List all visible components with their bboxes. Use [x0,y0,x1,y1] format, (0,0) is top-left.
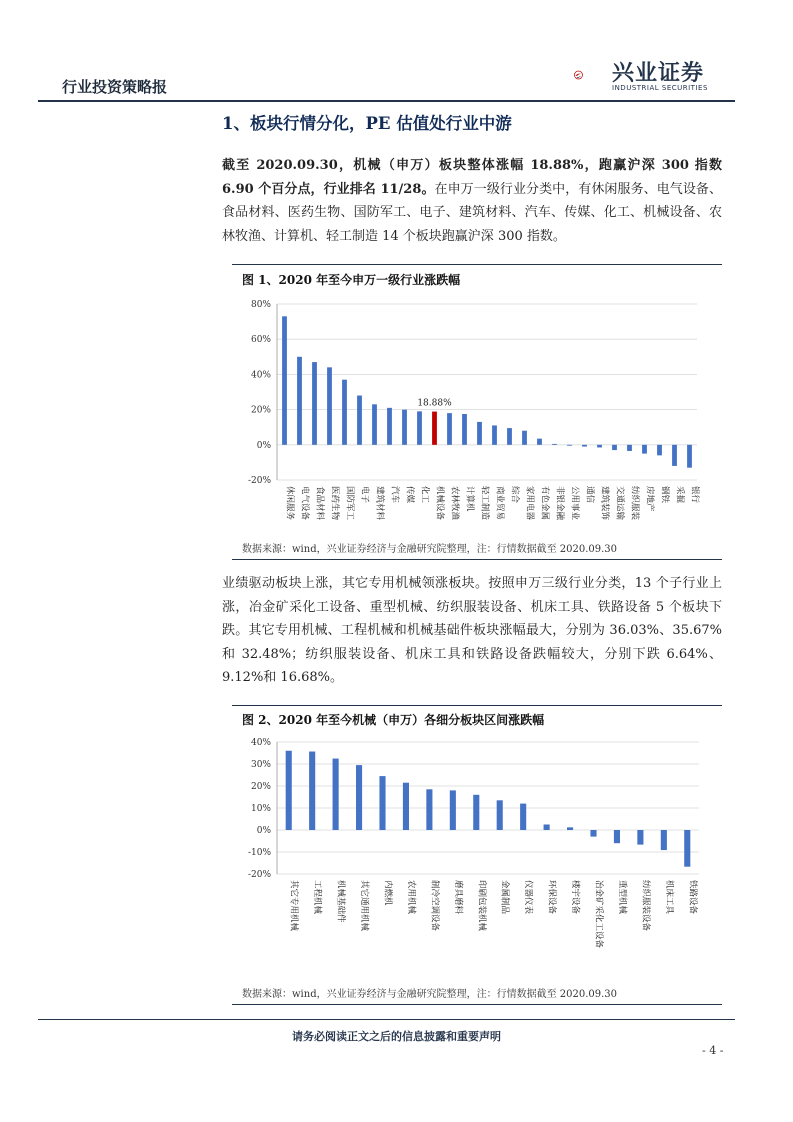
bar [333,759,339,830]
x-tick-label: 房地产 [644,486,655,512]
bar [567,827,573,830]
figure-2-chart [235,730,715,982]
bar [356,765,362,830]
data-label: 18.88% [417,398,452,409]
bar [642,445,647,454]
bar [612,445,617,450]
bar [522,431,527,445]
bar [507,428,512,445]
bar [672,445,677,466]
x-tick-label: 非银金融 [554,486,565,521]
x-tick-label: 纺织服装 [629,486,640,521]
x-tick-label: 商业贸易 [494,486,505,521]
y-tick-label: -20% [247,870,271,880]
x-tick-label: 公用事业 [569,486,580,521]
bar [286,751,292,830]
paragraph-summary [222,154,722,248]
y-tick-label: 20% [250,405,271,416]
figure-2-source: 数据来源：wind，兴业证券经济与金融研究院整理，注：行情数据截至 2020.09.30 [242,989,618,1000]
footer-disclaimer: 请务必阅读正文之后的信息披露和重要声明 [292,1030,501,1043]
bar [477,422,482,445]
bar [387,408,392,445]
brand-logo-icon [574,56,614,94]
figure-1-chart [235,290,715,540]
bar [297,357,302,445]
section-title: 1、板块行情分化，PE 估值处行业中游 [222,114,512,133]
y-tick-label: -20% [247,476,271,486]
paragraph-summary-body: 在申万一级行业分类中，有休闲服务、电气设备、食品材料、医药生物、国防军工、电子、建筑材料、汽车、传媒、化工、机械设备、农林牧渔、计算机、轻工制造 14 个板块跑赢沪深 300 指数。 [222,181,722,244]
brand-name-en: INDUSTRIAL SECURITIES [612,84,708,92]
bar [537,439,542,445]
bar [447,413,452,445]
brand-name-cn: 兴业证券 [612,61,705,86]
bar [687,445,692,468]
bar [327,367,332,444]
bar [342,380,347,445]
x-tick-label: 楼宇设备 [570,880,581,915]
paragraph-subsectors: 业绩驱动板块上涨，其它专用机械领涨板块。按照申万三级行业分类，13 个子行业上涨，冶金矿采化工设备、重型机械、纺织服装设备、机床工具、铁路设备 5 个板块下跌。其它专用机械、工程机械和机械基础件板块涨幅最大，分别为 36.03%、35.67%和 32.48%；纺织服装设备、机床工具和铁路设备跌幅较大，分别下跌 6.64%、9.12%和 16.68%。 [222,576,722,685]
x-tick-label: 工程机械 [312,880,323,915]
paragraph-summary-highlight: 截至 2020.09.30，机械（申万）板块整体涨幅 18.88%，跑赢沪深 300 指数 6.90 个百分点，行业排名 11/28。 [222,158,722,197]
x-tick-label: 铁路设备 [687,880,698,915]
y-tick-label: 30% [250,760,271,770]
x-tick-label: 金属制品 [499,880,510,915]
bar [309,752,315,830]
y-tick-label: 80% [250,300,271,310]
x-tick-label: 计算机 [464,486,475,512]
bar [497,800,503,830]
bar [544,825,550,831]
bar [402,410,407,445]
y-tick-label: 0% [256,826,271,836]
x-tick-label: 钢铁 [659,486,670,504]
x-tick-label: 农林牧渔 [449,486,460,521]
x-tick-label: 制冷空调设备 [429,880,440,932]
x-tick-label: 休闲服务 [284,486,295,521]
header-divider [38,100,735,102]
bar [657,445,662,456]
x-tick-label: 其它专用机械 [288,880,299,932]
y-tick-label: 40% [250,370,271,381]
bar [552,444,557,445]
x-tick-label: 化工 [419,486,430,504]
footer-divider [38,1019,735,1020]
x-tick-label: 交通运输 [614,486,625,521]
x-tick-label: 机械基础件 [335,880,346,923]
figure-2-title: 图 2、2020 年至今机械（申万）各细分板块区间涨跌幅 [242,713,545,727]
x-tick-label: 磨具磨料 [452,880,463,915]
bar [590,830,596,837]
report-type-title: 行业投资策略报 [62,78,168,96]
bar [637,830,643,845]
x-tick-label: 银行 [689,486,700,504]
x-tick-label: 建筑材料 [374,486,385,521]
bar [661,830,667,850]
x-tick-label: 建筑装饰 [599,486,610,521]
y-tick-label: 0% [256,440,271,451]
x-tick-label: 其它通用机械 [359,880,370,932]
y-tick-label: 10% [250,804,271,814]
x-tick-label: 传媒 [404,486,415,504]
x-tick-label: 仪器仪表 [523,880,534,915]
x-tick-label: 医药生物 [329,486,340,521]
x-tick-label: 冶金矿采化工设备 [593,880,604,949]
y-tick-label: 60% [250,335,271,346]
y-tick-label: 20% [250,782,271,792]
bar [582,445,587,447]
bar [432,412,437,445]
x-tick-label: 轻工制造 [479,486,490,521]
figure-1-title: 图 1、2020 年至今申万一级行业涨跌幅 [242,273,461,287]
bar [426,789,432,830]
y-tick-label: -10% [247,848,271,858]
x-tick-label: 电子 [359,486,370,504]
bar [567,445,572,446]
x-tick-label: 家用电器 [524,486,535,521]
bar [403,783,409,830]
x-tick-label: 纺织服装设备 [640,880,651,932]
bar [684,830,690,867]
bar [357,396,362,445]
bar [417,411,422,444]
bar [379,776,385,830]
bar [473,795,479,830]
bar [372,404,377,444]
bar [597,445,602,448]
bar [462,414,467,445]
x-tick-label: 环保设备 [546,880,557,915]
bar [312,362,317,445]
x-tick-label: 通信 [584,486,595,504]
x-tick-label: 内燃机 [382,880,393,906]
x-tick-label: 国防军工 [344,486,355,521]
x-tick-label: 重型机械 [616,880,627,915]
figure-1-source: 数据来源：wind，兴业证券经济与金融研究院整理，注：行情数据截至 2020.09.30 [242,544,618,555]
page-number: - 4 - [702,1044,724,1057]
x-tick-label: 综合 [509,486,520,504]
x-tick-label: 采掘 [674,486,685,504]
bar [450,790,456,830]
x-tick-label: 农用机械 [405,880,416,915]
bar [614,830,620,843]
bar [282,316,287,444]
x-tick-label: 汽车 [389,486,400,504]
y-tick-label: 40% [250,738,271,748]
x-tick-label: 印刷包装机械 [476,880,487,932]
x-tick-label: 电气设备 [299,486,310,521]
bar [520,804,526,830]
x-tick-label: 食品材料 [314,486,325,521]
x-tick-label: 机床工具 [663,880,674,915]
x-tick-label: 机械设备 [434,486,445,521]
bar [492,425,497,444]
bar [627,445,632,451]
x-tick-label: 有色金属 [539,486,550,521]
